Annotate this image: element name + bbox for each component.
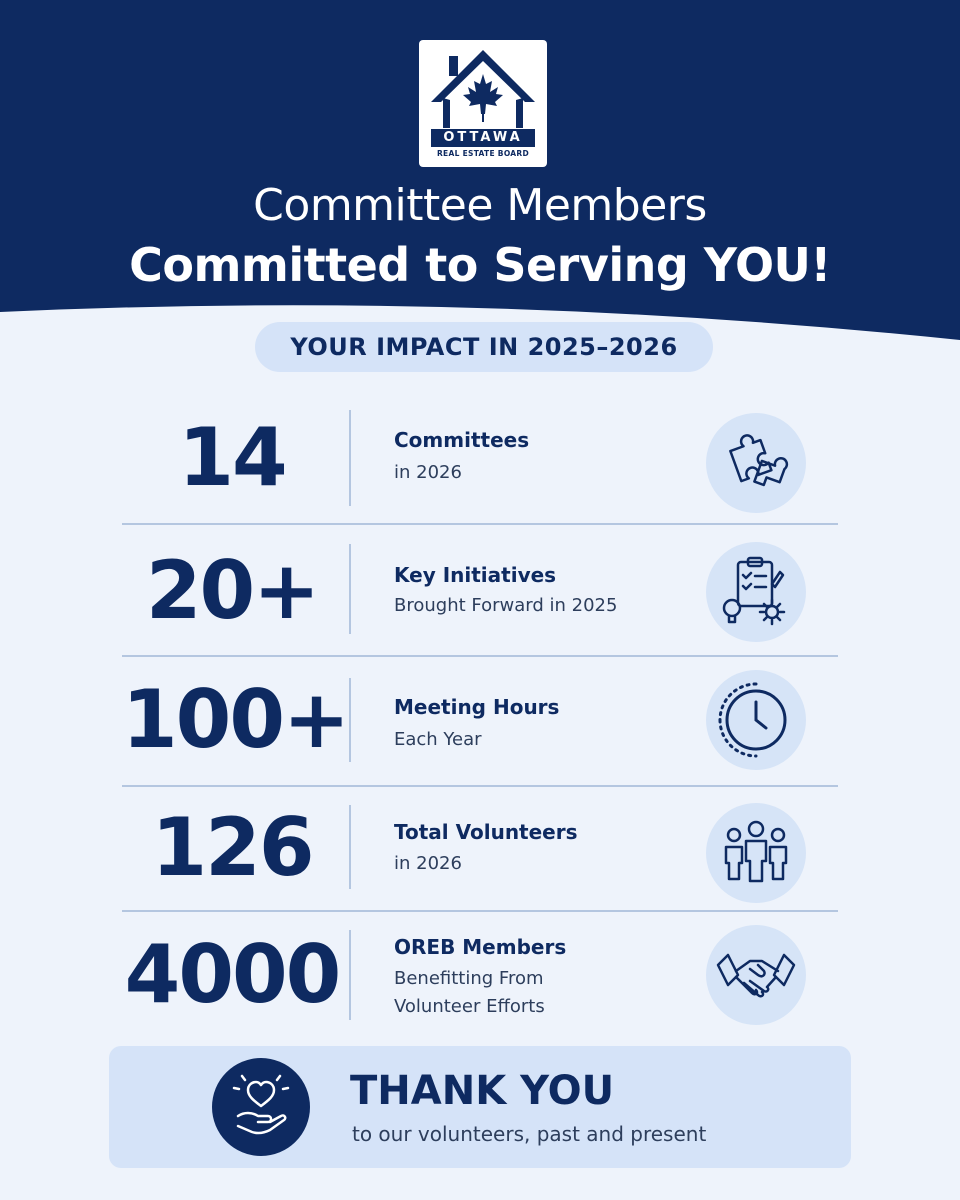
row-separator — [122, 910, 838, 912]
thank-you-title: THANK YOU — [350, 1068, 615, 1114]
stat-number: 4000 — [124, 928, 340, 1021]
stat-label: Key Initiatives — [394, 563, 557, 587]
handshake-icon — [706, 925, 806, 1025]
stat-sub: Benefitting From — [394, 968, 544, 989]
oreb-logo — [419, 40, 547, 167]
puzzle-icon — [706, 413, 806, 513]
stat-row-initiatives — [122, 540, 838, 640]
impact-banner: YOUR IMPACT IN 2025–2026 — [255, 322, 713, 372]
logo-subtitle: REAL ESTATE BOARD — [436, 149, 530, 158]
stat-label: Committees — [394, 428, 530, 452]
page-title-line2: Committed to Serving YOU! — [129, 238, 831, 292]
clipboard-lightbulb-gear-icon — [706, 542, 806, 642]
stat-label: Total Volunteers — [394, 820, 578, 844]
stat-row-committees — [122, 405, 838, 515]
stat-sub: in 2026 — [394, 462, 462, 483]
stat-sub: Each Year — [394, 729, 482, 750]
row-separator — [122, 523, 838, 525]
stat-divider — [349, 678, 351, 762]
stat-sub: Volunteer Efforts — [394, 996, 545, 1017]
stat-label: Meeting Hours — [394, 695, 560, 719]
page-title-line1: Committee Members — [253, 180, 707, 231]
stat-row-volunteers — [122, 800, 838, 910]
stat-label: OREB Members — [394, 935, 567, 959]
stat-number: 14 — [178, 411, 286, 504]
stat-sub: Brought Forward in 2025 — [394, 595, 618, 616]
stat-number: 100+ — [122, 673, 349, 766]
row-separator — [122, 785, 838, 787]
stat-divider — [349, 805, 351, 889]
thank-you-subtitle: to our volunteers, past and present — [352, 1122, 707, 1146]
stat-divider — [349, 410, 351, 506]
heart-hand-icon — [212, 1058, 310, 1156]
thank-you-card — [109, 1046, 851, 1168]
row-separator — [122, 655, 838, 657]
house-maple-leaf-icon — [419, 40, 547, 167]
stat-divider — [349, 544, 351, 634]
stat-sub: in 2026 — [394, 853, 462, 874]
people-group-icon — [706, 803, 806, 903]
logo-wordmark: OTTAWA — [431, 129, 535, 147]
clock-icon — [706, 670, 806, 770]
stat-divider — [349, 930, 351, 1020]
stat-row-members — [122, 925, 838, 1035]
stat-number: 126 — [151, 801, 313, 894]
stat-number: 20+ — [145, 544, 319, 637]
stat-row-meeting-hours — [122, 670, 838, 780]
